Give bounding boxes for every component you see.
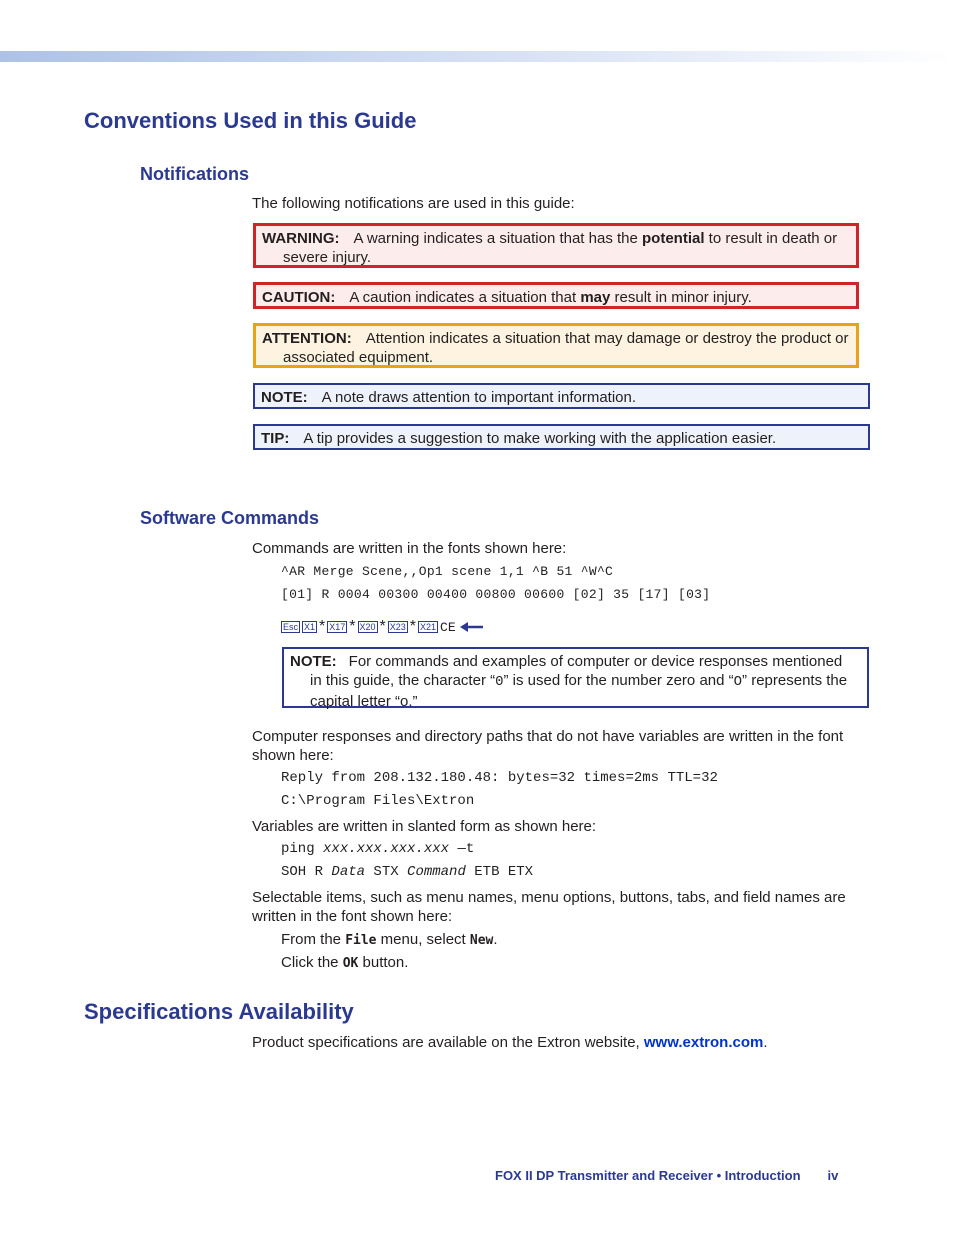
command-note-line3: capital letter “o.” <box>310 693 418 710</box>
reply-example: Reply from 208.132.180.48: bytes=32 times=2ms TTL=32 <box>281 770 718 786</box>
key-x17: X17 <box>329 622 346 633</box>
attention-box <box>253 323 859 368</box>
ping-variable: xxx.xxx.xxx.xxx <box>323 841 450 857</box>
command-example-2: [01] R 0004 00300 00400 00800 00600 [02] 35 [17] [03] <box>281 587 711 602</box>
key-x23: X23 <box>389 622 406 633</box>
page-footer <box>495 1168 838 1183</box>
attention-text: Attention indicates a situation that may damage or destroy the product or <box>365 330 849 347</box>
key-symbol-line <box>281 618 484 636</box>
asterisk: * <box>379 618 386 636</box>
soh-data: Data <box>331 864 366 880</box>
page-title: Conventions Used in this Guide <box>84 108 417 133</box>
warning-text-bold: potential <box>642 230 705 247</box>
asterisk: * <box>409 618 417 636</box>
key-x20: X20 <box>359 622 376 633</box>
extron-website-link[interactable]: www.extron.com <box>643 1034 764 1051</box>
warning-label: WARNING: <box>262 230 340 247</box>
note-text: A note draws attention to important information. <box>321 389 637 406</box>
caution-text-pre: A caution indicates a situation that <box>349 289 581 306</box>
commands-intro: Commands are written in the fonts shown here: <box>252 540 567 557</box>
software-commands-heading: Software Commands <box>140 508 320 528</box>
enter-arrow-icon <box>460 621 484 633</box>
caution-label: CAUTION: <box>262 289 336 306</box>
ok-button-example <box>281 953 408 973</box>
ping-example <box>281 840 474 859</box>
command-note-line2-post: ” represents the <box>742 672 848 689</box>
responses-intro: Computer responses and directory paths that do not have variables are written in the font shown here: <box>252 728 844 764</box>
page-number: iv <box>827 1168 839 1183</box>
file-label: File <box>345 933 377 948</box>
key-suffix: CE <box>440 620 456 635</box>
caution-box <box>253 282 859 309</box>
asterisk: * <box>319 618 326 636</box>
soh-stx: STX <box>365 864 408 880</box>
path-example: C:\Program Files\Extron <box>281 793 475 809</box>
warning-text-pre: A warning indicates a situation that has the <box>353 230 643 247</box>
caution-text-bold: may <box>580 289 611 306</box>
variables-intro: Variables are written in slanted form as shown here: <box>252 818 597 835</box>
attention-text-line2: associated equipment. <box>283 349 434 366</box>
tip-text: A tip provides a suggestion to make working with the application easier. <box>303 430 777 447</box>
click-post: button. <box>358 954 409 971</box>
command-example-1: ^AR Merge Scene,,Op1 scene 1,1 ^B 51 ^W^C <box>281 564 614 579</box>
command-note-line1: For commands and examples of computer or device responses mentioned <box>348 653 843 670</box>
command-note-line2-mid: ” is used for the number zero and “ <box>503 672 734 689</box>
command-note-box <box>282 647 869 708</box>
click-pre: Click the <box>281 954 343 971</box>
file-menu-example <box>281 930 498 950</box>
tip-box <box>253 424 870 450</box>
specs-pre: Product specifications are available on the Extron website, <box>252 1034 644 1051</box>
from-post: . <box>493 931 498 948</box>
asterisk: * <box>349 618 356 636</box>
from-pre: From the <box>281 931 346 948</box>
tip-label: TIP: <box>261 430 290 447</box>
caution-text-post: result in minor injury. <box>610 289 752 306</box>
notifications-intro: The following notifications are used in this guide: <box>252 195 575 212</box>
specs-post: . <box>763 1034 768 1051</box>
o-glyph: O <box>733 674 743 690</box>
soh-post: ETB ETX <box>465 864 534 880</box>
warning-text-post: to result in death or <box>704 230 838 247</box>
warning-text-line2: severe injury. <box>283 249 372 266</box>
note-label: NOTE: <box>261 389 308 406</box>
command-note-line2-pre: in this guide, the character “ <box>310 672 496 689</box>
specifications-text <box>252 1033 862 1052</box>
specifications-heading: Specifications Availability <box>84 999 354 1024</box>
key-x21: X21 <box>420 622 437 633</box>
command-note-label: NOTE: <box>290 653 337 670</box>
ok-label: OK <box>342 956 359 971</box>
header-gradient-bar <box>0 51 954 62</box>
notifications-heading: Notifications <box>140 164 250 184</box>
selectable-intro: Selectable items, such as menu names, menu options, buttons, tabs, and field names are written in the font shown here: <box>252 889 846 925</box>
footer-title: FOX II DP Transmitter and Receiver • Introduction <box>495 1168 801 1183</box>
from-mid: menu, select <box>376 931 470 948</box>
new-label: New <box>469 933 494 948</box>
ping-command: ping <box>281 841 324 857</box>
note-box <box>253 383 870 409</box>
attention-label: ATTENTION: <box>262 330 352 347</box>
soh-pre: SOH R <box>281 864 332 880</box>
key-x1: X1 <box>304 622 316 633</box>
zero-glyph: 0 <box>495 674 504 690</box>
warning-box <box>253 223 859 268</box>
soh-command: Command <box>407 864 466 880</box>
soh-example <box>281 863 533 882</box>
key-esc: Esc <box>283 622 299 633</box>
ping-flag: —t <box>449 841 475 857</box>
